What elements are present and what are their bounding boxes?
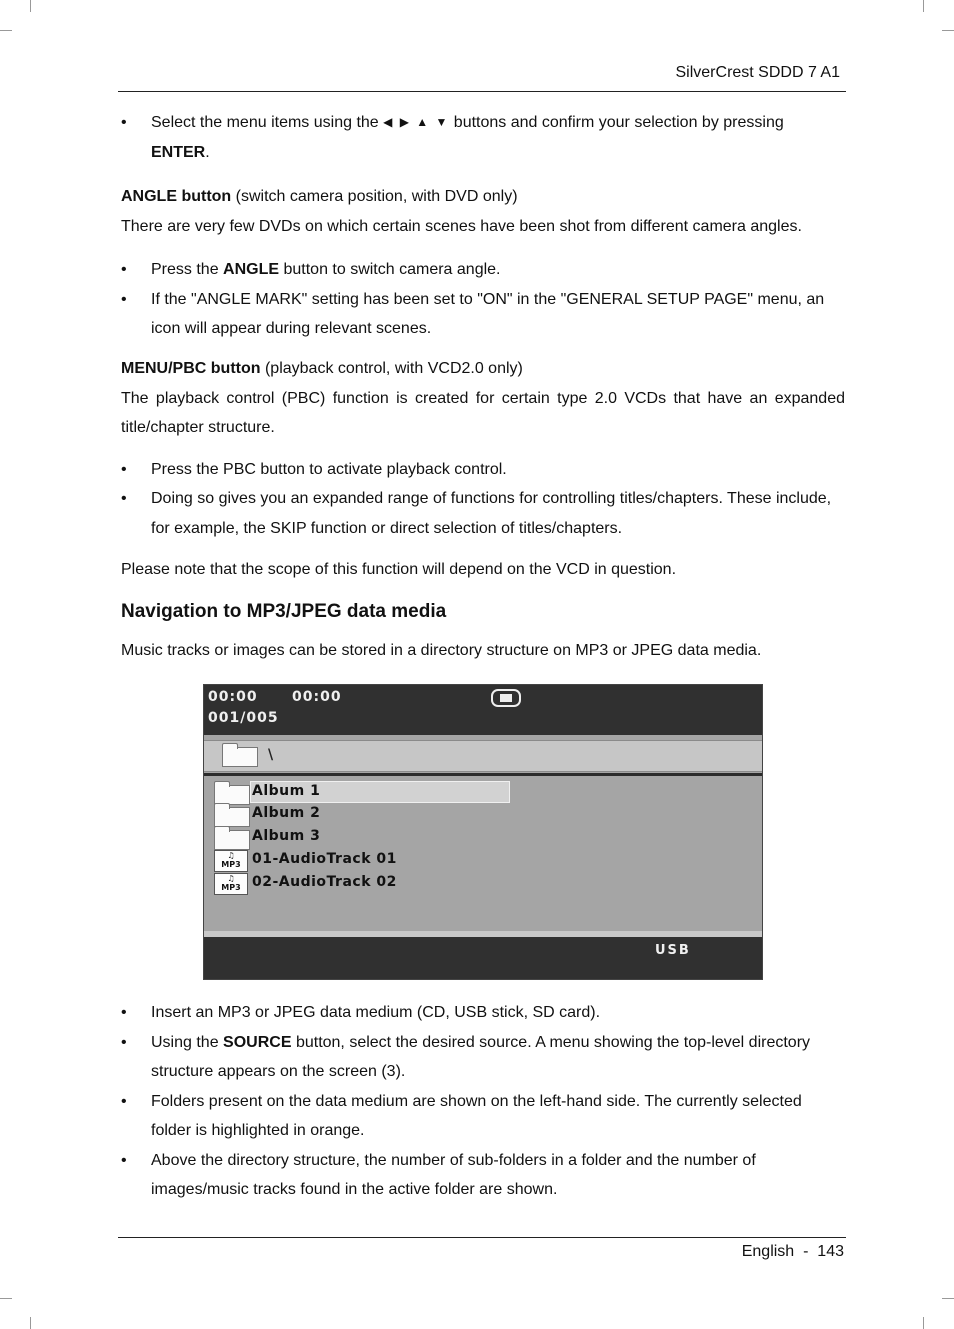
crop-mark — [942, 1298, 954, 1299]
angle-title: ANGLE button — [121, 188, 232, 205]
list-item: • If the "ANGLE MARK" setting has been set to "ON" in the "GENERAL SETUP PAGE" menu, an icon will appear during relevant scenes. — [121, 285, 845, 344]
bullet-text: buttons and confirm your selection by pressing — [449, 114, 784, 131]
item-label: Album 3 — [252, 828, 321, 844]
disc-icon — [491, 689, 521, 707]
menu-pbc-section — [121, 354, 845, 585]
mp3-badge: MP3 — [221, 883, 241, 892]
path-bar — [204, 740, 762, 772]
page-header-title: SilverCrest SDDD 7 A1 — [675, 64, 840, 81]
status-bar — [204, 685, 762, 735]
bullet-text: Press the — [151, 261, 224, 278]
crop-mark — [923, 1317, 924, 1329]
mp3-file-icon: ♫ MP3 — [214, 850, 248, 872]
angle-heading — [121, 182, 845, 212]
angle-subtitle: (switch camera position, with DVD only) — [231, 188, 518, 205]
header-rule — [118, 91, 846, 92]
crop-mark — [942, 30, 954, 31]
angle-label: ANGLE — [223, 261, 280, 278]
list-item: • Above the directory structure, the number of sub-folders in a folder and the number of images/music tracks found in the active folder are shown. — [121, 1146, 845, 1205]
list-item — [121, 108, 845, 167]
navigation-intro — [121, 636, 845, 666]
period: . — [205, 143, 210, 161]
source-label: USB — [655, 943, 691, 958]
list-item: • Insert an MP3 or JPEG data medium (CD, USB stick, SD card). — [121, 998, 845, 1028]
list-item[interactable] — [214, 827, 514, 849]
navigation-intro-text: Music tracks or images can be stored in a directory structure on MP3 or JPEG data media. — [121, 642, 762, 659]
bullet-text: Using the — [151, 1033, 224, 1051]
crop-mark — [30, 1317, 31, 1329]
arrow-buttons-icon: ◀ ▶ ▲ ▼ — [383, 115, 450, 129]
folder-icon — [214, 807, 250, 827]
player-screen — [203, 684, 763, 980]
list-item[interactable] — [214, 804, 514, 826]
source-button-label: SOURCE — [223, 1033, 292, 1051]
menu-pbc-subtitle: (playback control, with VCD2.0 only) — [260, 360, 523, 377]
page-footer: English - 143 — [741, 1243, 844, 1260]
total-time: 00:00 — [292, 689, 342, 705]
item-count: 001/005 — [208, 710, 279, 726]
menu-pbc-intro: The playback control (PBC) function is created for certain type 2.0 VCDs that have an expanded title/chapter structure. — [121, 389, 845, 436]
menu-pbc-note: Please note that the scope of this function will depend on the VCD in question. — [121, 561, 677, 578]
list-item — [121, 255, 845, 285]
angle-intro: There are very few DVDs on which certain scenes have been shot from different camera angles. — [121, 217, 802, 235]
divider — [204, 773, 762, 776]
list-item[interactable] — [214, 850, 514, 872]
footer-rule — [118, 1237, 846, 1238]
enter-label: ENTER — [151, 143, 206, 161]
item-label: 02-AudioTrack 02 — [252, 874, 397, 890]
current-path: \ — [268, 747, 274, 763]
item-label: Album 1 — [252, 783, 321, 799]
bullet-text: button, select the desired source. A menu showing the top-level directory structure appears on the screen (3). — [151, 1033, 811, 1080]
bullet-text: button to switch camera angle. — [279, 261, 501, 278]
menu-pbc-heading — [121, 354, 845, 384]
list-item[interactable] — [250, 781, 510, 803]
mp3-badge: MP3 — [221, 860, 241, 869]
crop-mark — [30, 0, 31, 12]
list-item — [121, 1028, 845, 1087]
bullet-text: Select the menu items using the — [151, 114, 384, 131]
item-label: Album 2 — [252, 805, 321, 821]
mp3-file-icon: ♫ MP3 — [214, 873, 248, 895]
item-label: 01-AudioTrack 01 — [252, 851, 397, 867]
elapsed-time: 00:00 — [208, 689, 258, 705]
folder-icon — [214, 830, 250, 850]
navigation-heading: Navigation to MP3/JPEG data media — [121, 601, 447, 622]
list-item: • Press the PBC button to activate playback control. — [121, 455, 845, 485]
list-item: • Folders present on the data medium are shown on the left-hand side. The currently selected folder is highlighted in orange. — [121, 1087, 845, 1146]
folder-icon — [222, 747, 258, 767]
crop-mark — [0, 1298, 12, 1299]
menu-pbc-title: MENU/PBC button — [121, 360, 261, 377]
folder-icon — [214, 785, 250, 805]
source-instructions — [121, 998, 845, 1205]
crop-mark — [923, 0, 924, 12]
source-bar — [204, 931, 762, 980]
list-item[interactable] — [214, 873, 514, 895]
list-item: • Doing so gives you an expanded range of functions for controlling titles/chapters. These include, for example, the SKIP function or direct selection of titles/chapters. — [121, 484, 845, 543]
menu-select-instructions — [121, 108, 845, 167]
crop-mark — [0, 30, 12, 31]
angle-section — [121, 182, 845, 344]
